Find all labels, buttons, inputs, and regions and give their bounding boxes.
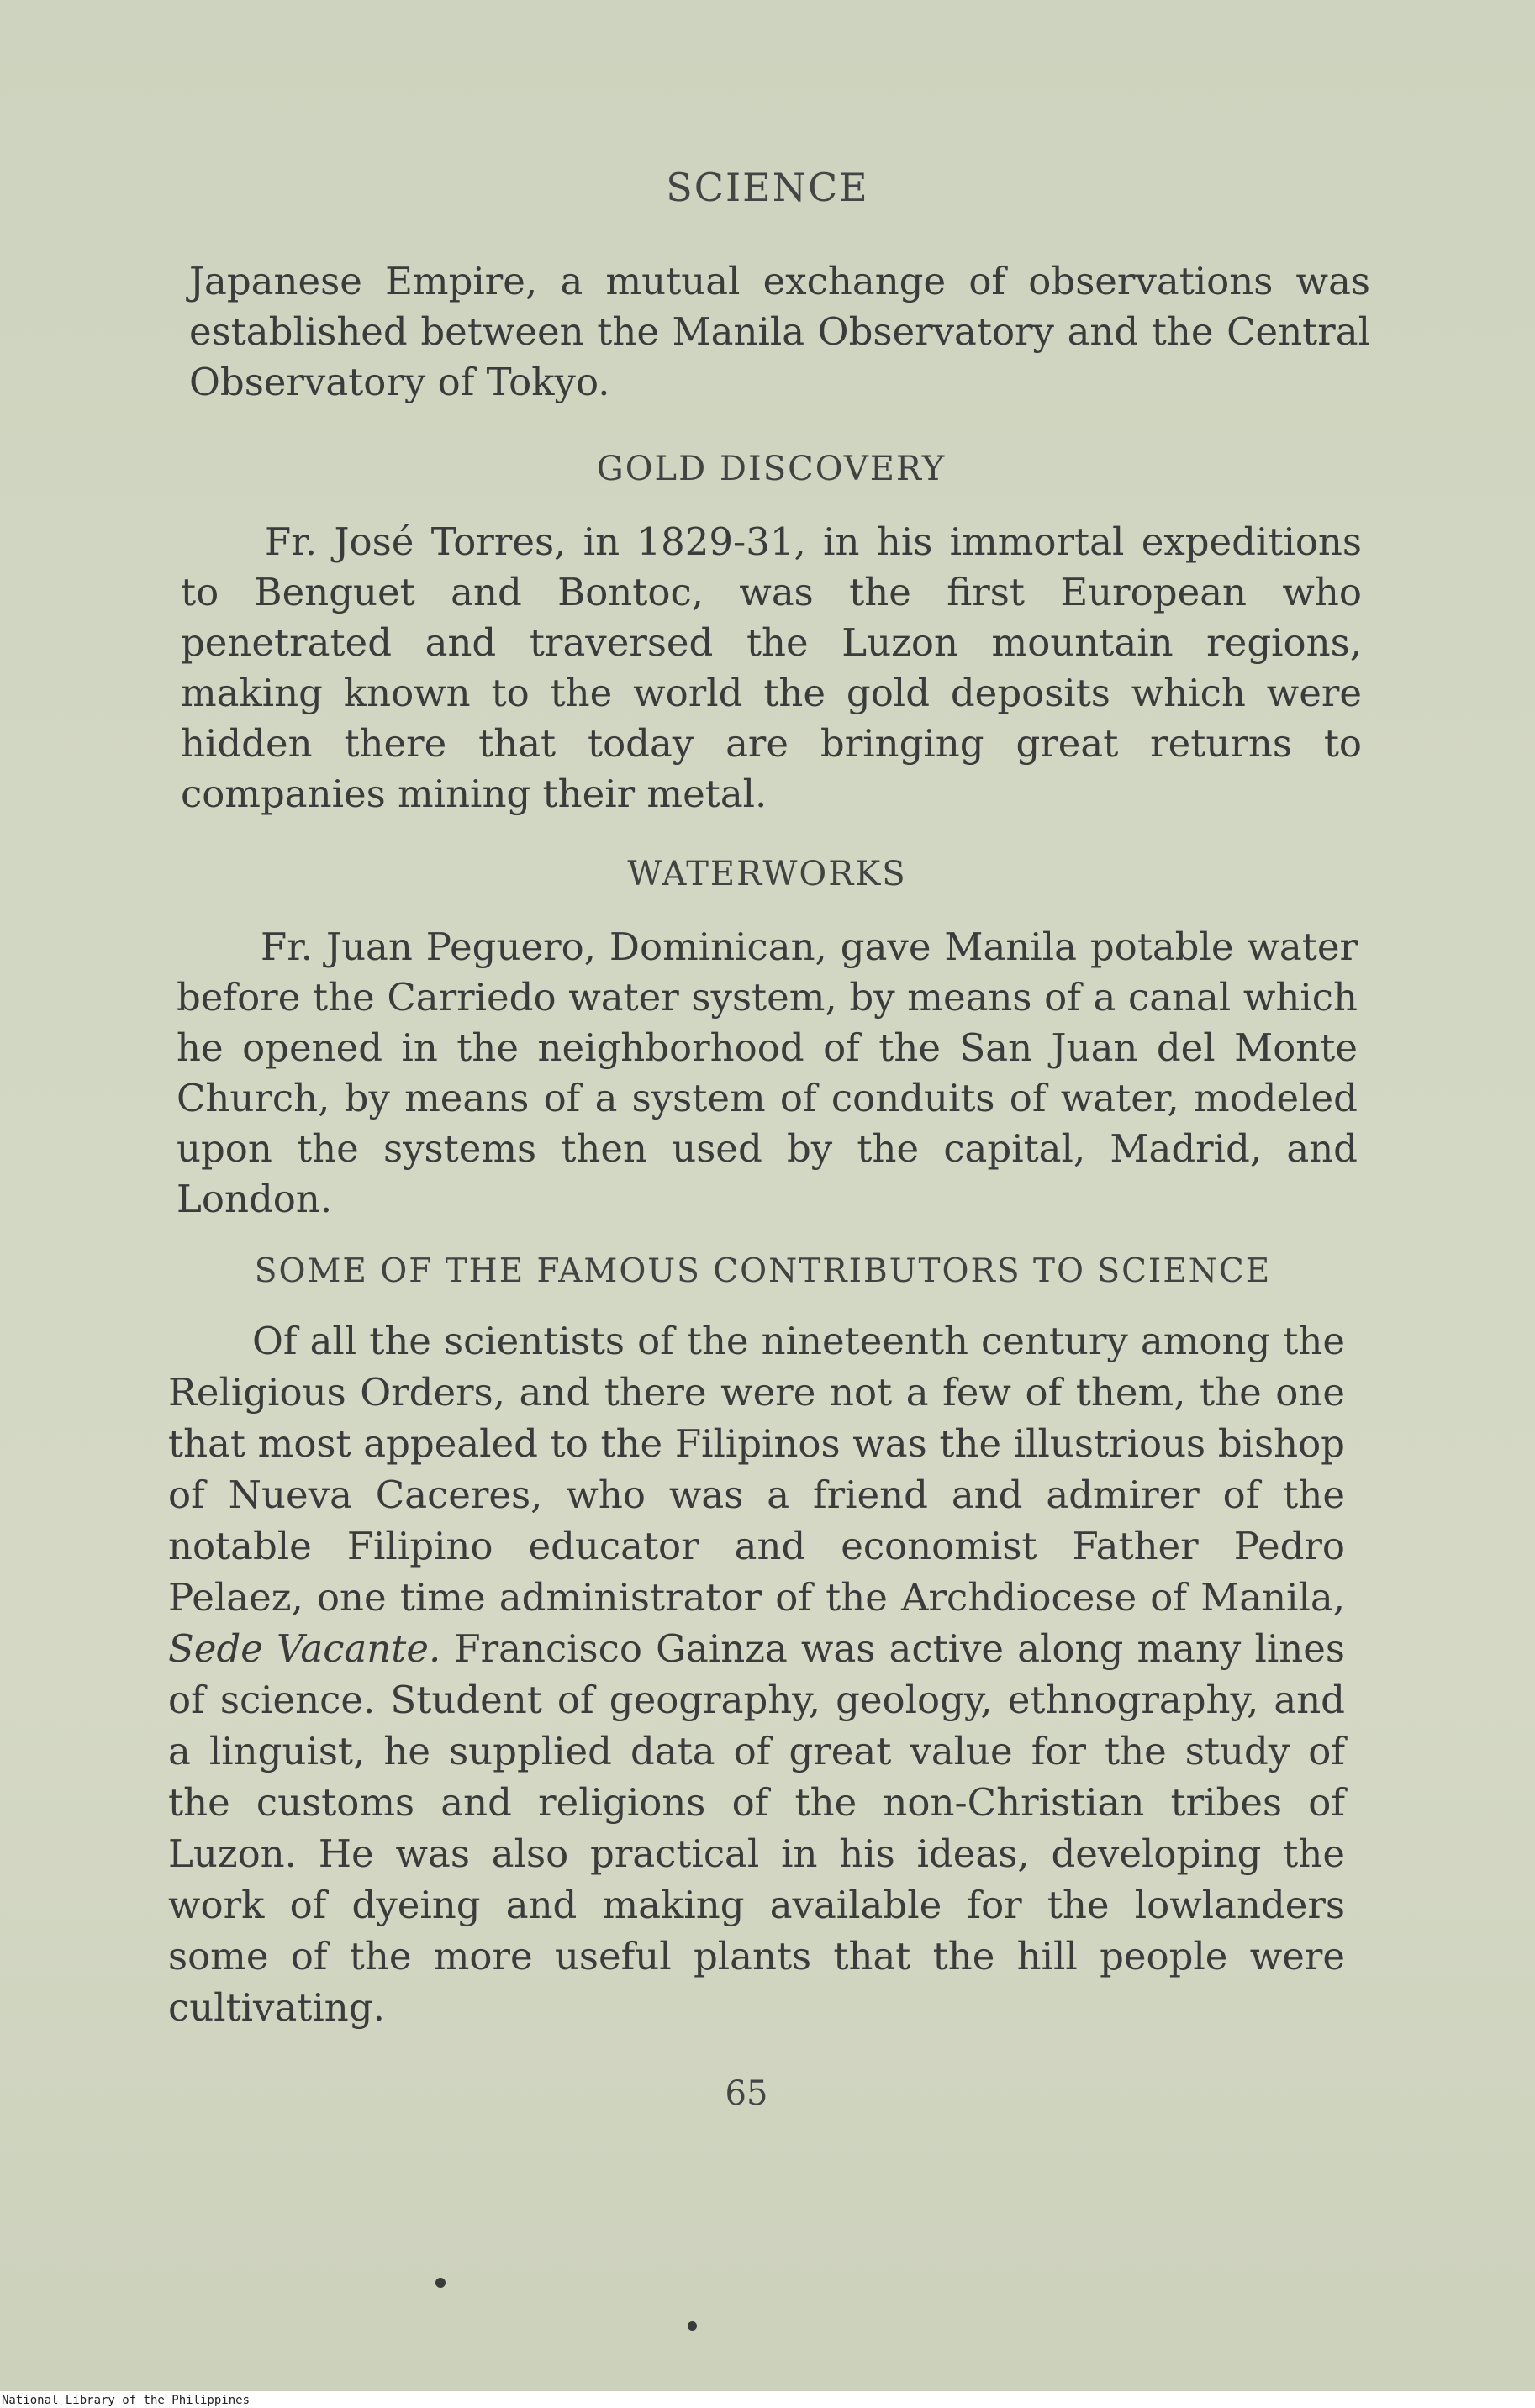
paper-speck	[688, 2321, 697, 2331]
waterworks-text: Fr. Juan Peguero, Dominican, gave Manila potable water before the Carriedo water system, by means of a canal which he opened in the neighborhood of the San Juan del Monte Church, by means of a system of conduits of water, modeled upon the systems then used by the capital, Madrid, and London.	[177, 925, 1358, 1221]
contributors-paragraph	[168, 1315, 1345, 2033]
page-number: 65	[725, 2074, 768, 2113]
gold-discovery-text: Fr. José Torres, in 1829-31, in his immortal expeditions to Benguet and Bontoc, was the first European who penetrated and traversed the Luzon mountain regions, making known to the world the gold deposits which were hidden there that today are bringing great returns to companies mining their metal.	[181, 519, 1362, 816]
section-heading-waterworks: WATERWORKS	[627, 855, 907, 893]
continuation-text: Japanese Empire, a mutual exchange of observations was established between the Manila Observatory and the Central Observatory of Tokyo.	[189, 259, 1370, 404]
contributors-italic-phrase: Sede Vacante.	[168, 1626, 441, 1671]
section-heading-contributors: SOME OF THE FAMOUS CONTRIBUTORS TO SCIENCE	[254, 1252, 1272, 1290]
contributors-text-part1: Of all the scientists of the nineteenth century among the Religious Orders, and there were not a few of them, the one that most appealed to the Filipinos was the illustrious bishop of Nueva Caceres, who was a friend and admirer of the notable Filipino educator and economist Father Pedro Pelaez, one time administrator of the Archdiocese of Manila,	[168, 1319, 1345, 1620]
continuation-paragraph	[189, 256, 1370, 408]
waterworks-paragraph	[177, 922, 1358, 1225]
contributors-text	[168, 1315, 1345, 2033]
contributors-text-part2: Francisco Gainza was active along many lines of science. Student of geography, geology, ethnography, and a linguist, he supplied data of great value for the study of the customs and religions of the non-Christian tribes of Luzon. He was also practical in his ideas, developing the work of dyeing and making available for the lowlanders some of the more useful plants that the hill people were cultivating.	[168, 1626, 1345, 2030]
paper-speck	[435, 2278, 446, 2288]
gold-discovery-paragraph	[181, 517, 1362, 819]
section-heading-gold-discovery: GOLD DISCOVERY	[596, 450, 947, 488]
footer-credit: National Library of the Philippines	[2, 2394, 251, 2407]
running-head: SCIENCE	[666, 165, 869, 210]
